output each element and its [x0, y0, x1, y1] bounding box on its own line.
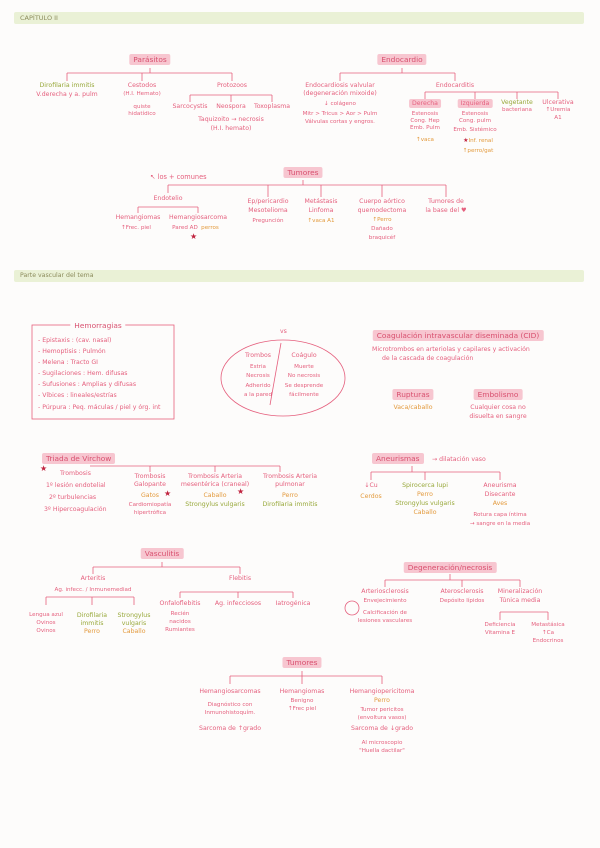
epicardio-sub: Pregunción: [252, 218, 284, 224]
trombosis-galopante: Trombosis: [134, 473, 166, 480]
protozoos-sub: Taquizoito → necrosis: [198, 116, 264, 123]
section-title: Parte vascular del tema: [20, 272, 94, 279]
trombosis-pulmonar-dirofilaria: Dirofilaria immitis: [262, 501, 318, 508]
cuerpo-sub: ↑Perro: [372, 217, 392, 223]
metastasica-sub2: Endocrinos: [532, 638, 564, 644]
protozoos-sub2: (H.I. hemato): [210, 125, 252, 132]
trombosis-pulmonar-2: pulmonar: [275, 481, 305, 488]
strongylus-vasculitis: Strongylus: [117, 612, 151, 619]
trombosis-pulmonar: Trombosis Arteria: [263, 473, 317, 480]
aneurisma-rotura: Rotura capa íntima: [473, 512, 527, 518]
ag-infecciosos-label: Ag. infecciosos: [214, 600, 262, 607]
hemangioma-label: Hemangiomas: [115, 214, 161, 221]
hemorragias-item-5: - Sufusiones : Amplias y difusas: [38, 381, 137, 388]
arteriosclerosis-sub2: Calcificación de: [363, 610, 407, 616]
strongylus-vasculitis-caballo: Caballo: [122, 628, 146, 635]
epicardio-label: Ep/pericardio: [247, 198, 289, 205]
dirofilaria-vasculitis-perro: Perro: [84, 628, 100, 635]
hemorragias-item-2: - Hemoptisis : Pulmón: [38, 348, 106, 355]
hemangiopericitoma-label: Hemangiopericitoma: [349, 688, 415, 695]
star-icon-virchow: ★: [40, 464, 48, 473]
coagulo-label: Coágulo: [291, 352, 317, 359]
rupturas-sub: Vaca/caballo: [393, 404, 433, 411]
dirofilaria-vasculitis: Dirofilaria: [76, 612, 108, 619]
hemorragias-item-4: - Sugilaciones : Hem. difusas: [38, 370, 128, 377]
iatrogenica-label: Iatrogénica: [275, 600, 311, 607]
cestodos-sub3: hidatídico: [128, 111, 156, 117]
hemangiosarcoma-label: Hemangiosarcoma: [168, 214, 228, 221]
coagulo-item-3: Se desprende: [284, 383, 324, 389]
onfaloflebitis-sub3: Rumiantes: [165, 627, 195, 633]
ulcerativa-sub2: A1: [554, 115, 562, 121]
metastasis-label: Metástasis: [304, 198, 338, 205]
aneurisma-disecante-aves: Aves: [492, 500, 508, 507]
hemangiosarcomas-sub2: Inmunohistoquím.: [204, 710, 256, 716]
arteriosclerosis-label: Arteriosclerosis: [361, 588, 409, 595]
izquierda-item-4: ★Inf. renal: [463, 137, 493, 144]
hemangiopericitoma-perro: Perro: [374, 697, 390, 704]
toxoplasma-label: Toxoplasma: [253, 103, 291, 110]
colageno-label: ↓ colágeno: [324, 101, 356, 107]
hemangiopericitoma-sub5: "Huella dactilar": [359, 748, 405, 754]
cestodos-label: Cestodos: [127, 82, 157, 89]
izquierda-item-1: Estenosis: [461, 111, 489, 117]
onfaloflebitis-sub: Recién: [170, 611, 190, 617]
trombos-item-1: Estria: [250, 364, 266, 370]
hemangiosarcomas-sub: Diagnóstico con: [207, 702, 253, 708]
cestodos-sub2: quiste: [133, 104, 151, 110]
base-corazon-label2: la base del ♥: [425, 207, 467, 214]
hemangiopericitoma-sub: Tumor pericitos: [360, 707, 404, 713]
vegetante-sub: bacteriana: [502, 107, 532, 113]
aneurisma-strongylus: Strongylus vulgaris: [395, 500, 455, 507]
star-icon: ★: [190, 232, 198, 241]
hemangiosarcomas-sub3: Sarcoma de ↑grado: [199, 725, 261, 732]
lengua-azul-sub2: Ovinos: [36, 628, 56, 634]
chapter-title: CAPÍTULO II: [20, 14, 58, 22]
aneurismas-title: Aneurismas: [372, 454, 424, 464]
trombosis-pulmonar-perro: Perro: [282, 492, 298, 499]
ulcerativa-sub: ↑Uremia: [545, 107, 571, 113]
hemangioma-sub: ↑Frec. piel: [121, 225, 151, 231]
virchow-item-1: 1º lesión endotelial: [46, 482, 106, 489]
derecha-label: Derecha: [409, 100, 441, 108]
virchow-title: Triada de Virchow: [42, 454, 115, 464]
hemangiopericitoma-sub4: Al microscopio: [361, 740, 403, 746]
metastasis-sub: ↑vaca A1: [307, 218, 335, 224]
aneurisma-spirocerca-perro: Perro: [417, 491, 433, 498]
vs-label: vs: [280, 328, 287, 335]
aterosclerosis-sub: Depósito lípidos: [439, 598, 485, 604]
trombos-item-2: Necrosis: [246, 373, 270, 379]
virchow-trombosis: Trombosis: [60, 470, 91, 477]
virchow-item-3: 3º Hipercoagulación: [44, 506, 107, 513]
lengua-azul-label: Lengua azul: [29, 612, 63, 618]
derecha-item-1: Estenosis: [411, 111, 439, 117]
aneurisma-disecante-2: Disecante: [484, 491, 516, 498]
trombosis-galopante-gatos: Gatos: [140, 492, 160, 499]
deficiencia-sub: Vitamina E: [484, 630, 516, 636]
metastasica-label: Metastásica: [531, 622, 565, 628]
dirofilaria-vasculitis-2: immitis: [80, 620, 104, 627]
mineralizacion-label: Mineralización: [497, 588, 543, 595]
trombosis-galopante-2: Galopante: [134, 481, 166, 488]
quemodectoma-label: quemodectoma: [357, 207, 407, 214]
cid-title: Coagulación intravascular diseminada (CID): [373, 331, 544, 341]
derecha-item-3: Emb. Pulm: [410, 125, 440, 131]
star-icon-gatos: ★: [164, 489, 172, 498]
neospora-label: Neospora: [216, 103, 246, 110]
ulcerativa-label: Ulcerativa: [542, 99, 574, 106]
hemorragias-item-1: - Epistaxis : (cav. nasal): [38, 337, 112, 344]
rupturas-title: Rupturas: [392, 390, 433, 400]
hemorragias-item-3: - Melena : Tracto GI: [38, 359, 99, 366]
virchow-item-2: 2º turbulencias: [49, 494, 97, 501]
protozoos-label: Protozoos: [216, 82, 248, 89]
endocardiosis-label2: (degeneración mixoide): [303, 90, 377, 97]
hemangiosarcoma-sub2: perros: [201, 225, 219, 231]
dirofilaria-sub: V.derecha y a. pulm: [36, 91, 98, 98]
hemangiopericitoma-sub3: Sarcoma de ↓grado: [351, 725, 413, 732]
aneurismas-desc: → dilatación vaso: [432, 456, 486, 463]
hemorragias-title: Hemorragias: [70, 321, 125, 331]
vegetante-label: Vegetante: [501, 99, 533, 106]
aneurisma-strongylus-caballo: Caballo: [413, 509, 437, 516]
trombosis-galopante-cmh-2: hipertrófica: [133, 510, 167, 516]
cid-description: Microtrombos en arteriolas y capilares y activación: [372, 346, 530, 353]
izquierda-item-2: Cong. pulm: [458, 118, 492, 124]
cestodos-sub: (H.I. Hemato): [123, 91, 161, 97]
colageno-valves: Válvulas cortas y engros.: [305, 119, 375, 125]
cid-description-2: de la cascada de coagulación: [382, 355, 474, 362]
base-corazon-label: Tumores de: [428, 198, 464, 205]
endocardiosis-label: Endocardiosis valvular: [305, 82, 375, 89]
tumores-title: Tumores: [283, 168, 322, 178]
trombosis-galopante-cmh: Cardiomiopatía: [128, 502, 172, 508]
aterosclerosis-label: Aterosclerosis: [440, 588, 484, 595]
metastasica-sub: ↑Ca: [541, 630, 555, 636]
hemangiomas-sub: Benigno: [290, 698, 314, 704]
trombosis-mesenterica-2: mesentérica (craneal): [180, 481, 250, 488]
aneurisma-cerdos: Cerdos: [360, 493, 382, 500]
cuerpo-sub3: braquicéf: [368, 235, 396, 241]
arteriosclerosis-sub3: lesiones vasculares: [357, 618, 413, 624]
tumores-vasc-title: Tumores: [282, 658, 321, 668]
strongylus-vasculitis-2: vulgaris: [121, 620, 147, 627]
onfaloflebitis-sub2: nacidos: [169, 619, 191, 625]
hemangiopericitoma-sub2: (envoltura vasos): [357, 715, 407, 721]
arteritis-label: Arteritis: [80, 575, 106, 582]
vasculitis-title: Vasculitis: [141, 549, 184, 559]
sarcocystis-label: Sarcocystis: [172, 103, 208, 110]
endotelio-label: Endotelio: [153, 195, 183, 202]
cuerpo-sub2: Dañado: [371, 226, 393, 232]
coagulo-item-1: Muerte: [294, 364, 314, 370]
endocardio-title: Endocardio: [377, 55, 426, 65]
deficiencia-label: Deficiencia: [484, 622, 516, 628]
arteriosclerosis-sub: Envejecimiento: [363, 598, 407, 604]
dirofilaria-label: Dirofilaria immitis: [39, 82, 95, 89]
mineralizacion-sub: Túnica media: [499, 597, 541, 604]
lengua-azul-sub: Ovinos: [36, 620, 56, 626]
aneurisma-spirocerca: Spirocerca lupi: [402, 482, 448, 489]
tumores-common-note: ↖ los + comunes: [150, 173, 207, 181]
derecha-item-4: ↑vaca: [416, 137, 434, 143]
derecha-item-2: Cong. Hep: [410, 118, 440, 124]
trombosis-mesenterica-strongylus: Strongylus vulgaris: [185, 501, 245, 508]
trombos-item-3: Adherido: [245, 383, 271, 389]
arteritis-agente: Ag. infecc. / Inmunemediad: [54, 587, 132, 593]
hemorragias-item-7: - Púrpura : Peq. máculas / piel y órg. int: [38, 404, 161, 411]
colageno-order: Mitr > Tricus > Aor > Pulm: [302, 111, 378, 117]
embolismo-sub: Cualquier cosa no: [470, 404, 526, 411]
trombosis-mesenterica-caballo: Caballo: [203, 492, 227, 499]
coagulo-item-2: No necrosis: [287, 373, 321, 379]
mesotelioma-label: Mesotelioma: [248, 207, 288, 214]
flebitis-label: Flebitis: [228, 575, 252, 582]
izquierda-label: Izquierda: [458, 100, 493, 108]
aneurisma-rotura-2: → sangre en la media: [469, 521, 531, 527]
trombos-label: Trombos: [244, 352, 272, 359]
izquierda-item-3: Emb. Sistémico: [453, 127, 497, 133]
hemorragias-item-6: - Víbices : lineales/estrías: [38, 392, 117, 399]
star-icon-caballo: ★: [237, 487, 245, 496]
onfaloflebitis-label: Onfaloflebitis: [159, 600, 201, 607]
hemangiomas-sub2: ↑Frec piel: [287, 706, 317, 712]
embolismo-sub2: disuelta en sangre: [469, 413, 527, 420]
izquierda-item-5: ↑perro/gat: [462, 148, 494, 154]
trombosis-mesenterica: Trombosis Arteria: [188, 473, 242, 480]
embolismo-title: Embolismo: [474, 390, 523, 400]
hemangiosarcoma-sub: Pared AD: [172, 225, 198, 231]
linfoma-label: Linfoma: [308, 207, 334, 214]
degeneracion-title: Degeneración/necrosis: [404, 563, 497, 573]
coagulo-item-4: fácilmente: [289, 392, 319, 398]
aneurisma-disecante: Aneurisma: [483, 482, 517, 489]
aneurisma-cu: ↓Cu: [364, 482, 378, 489]
hemangiosarcomas-label: Hemangiosarcomas: [199, 688, 261, 695]
hemangiomas-label: Hemangiomas: [279, 688, 325, 695]
parasitos-title: Parásitos: [129, 55, 170, 65]
cuerpo-aortico-label: Cuerpo aórtico: [359, 198, 405, 205]
endocarditis-label: Endocarditis: [435, 82, 475, 89]
trombos-item-4: a la pared: [243, 392, 273, 398]
